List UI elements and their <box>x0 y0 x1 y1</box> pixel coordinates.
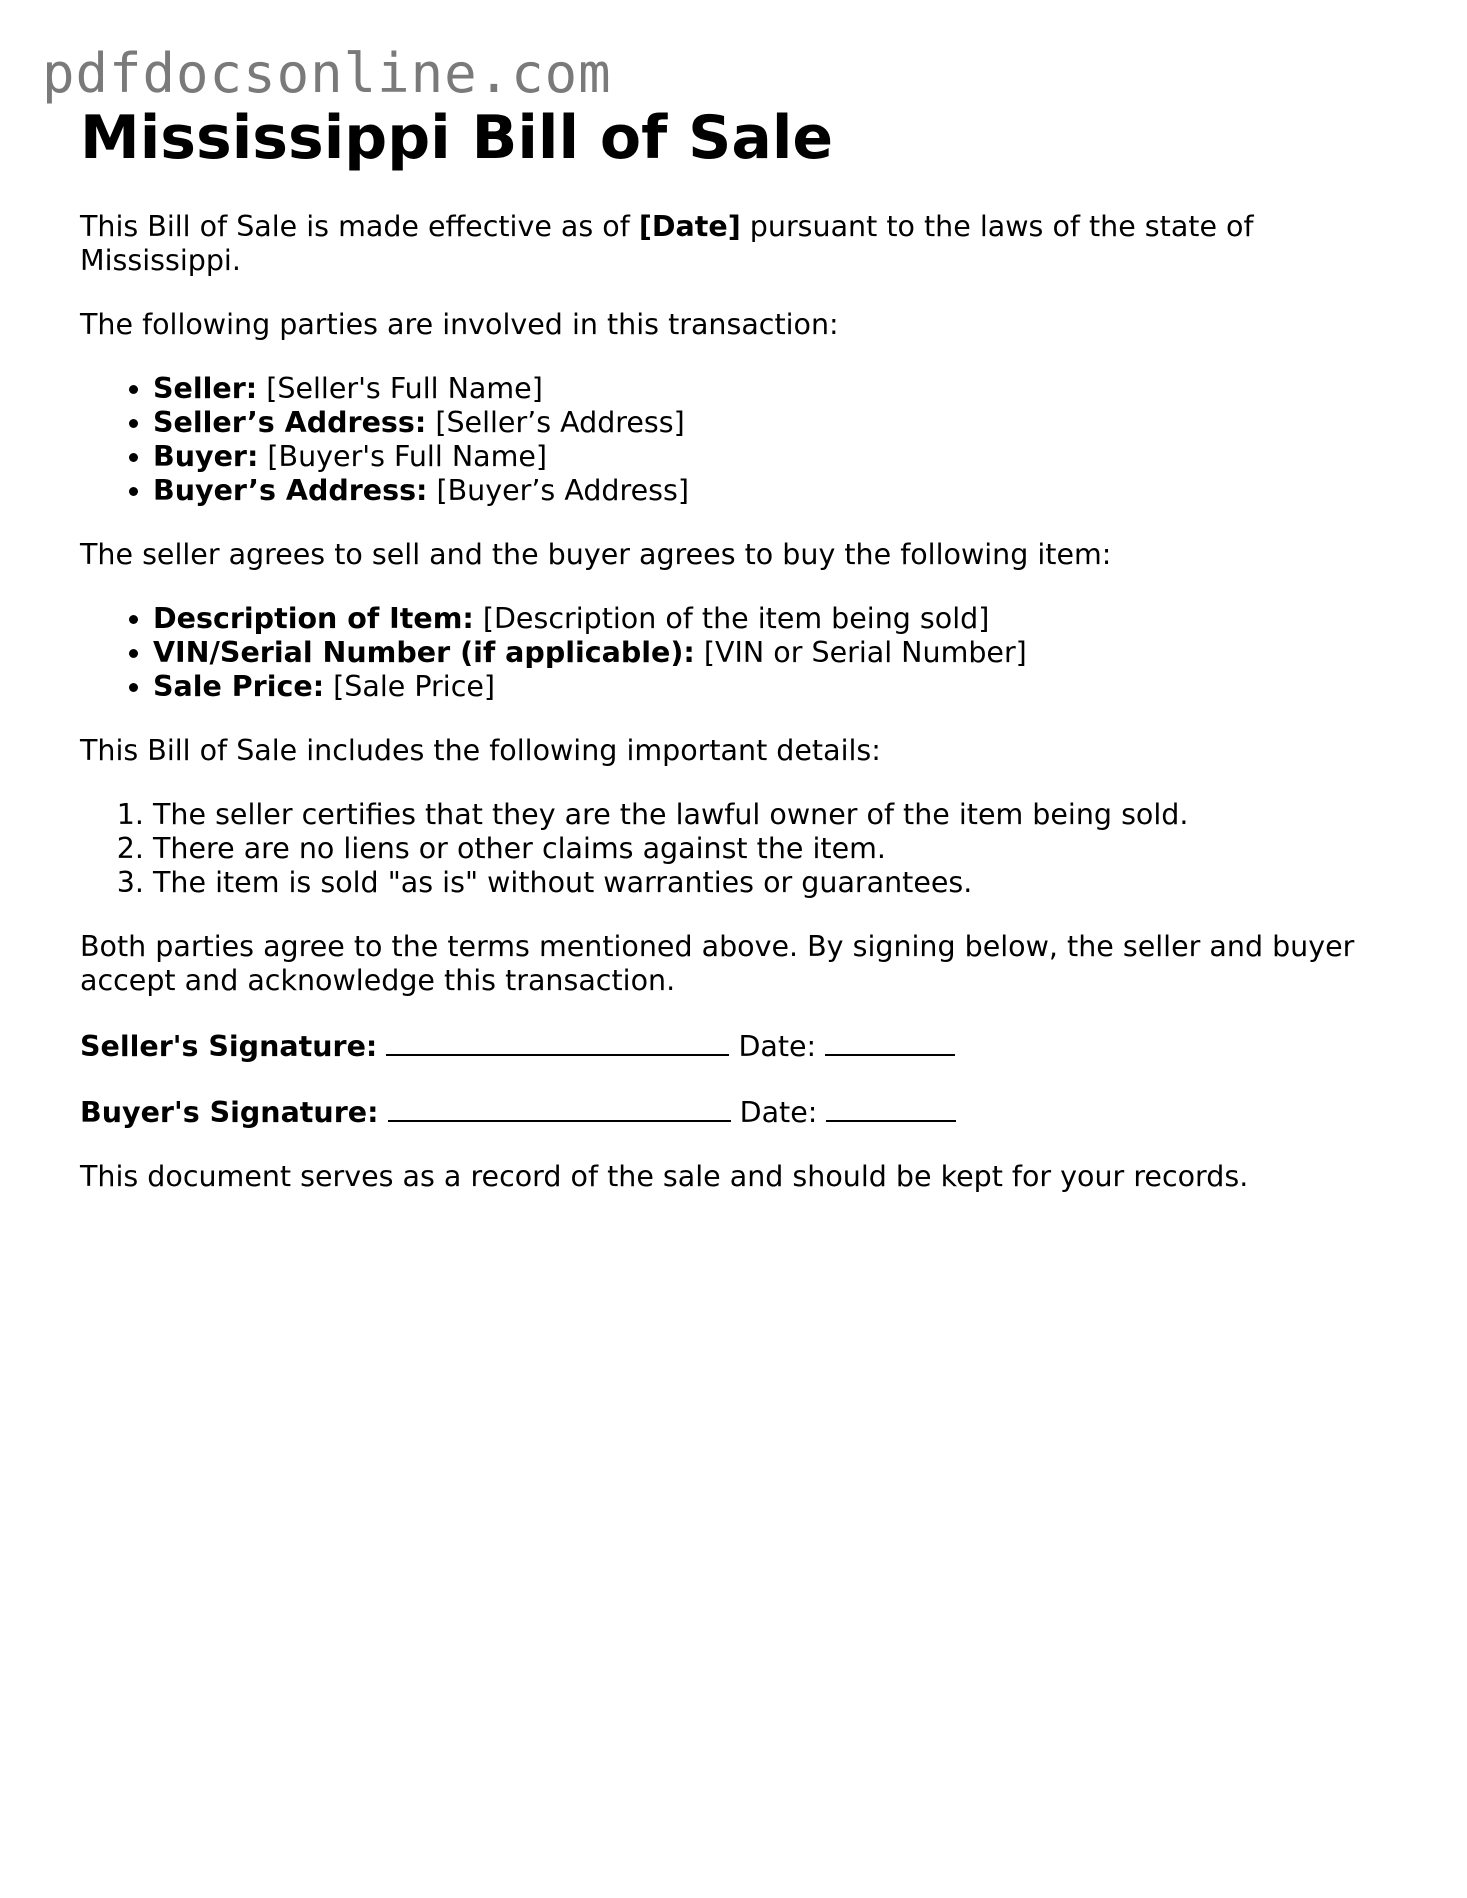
watermark: pdfdocsonline.com <box>42 42 612 105</box>
date-placeholder: [Date] <box>638 210 741 243</box>
item-detail-label: VIN/Serial Number (if applicable): <box>153 636 695 669</box>
buyer-signature-field[interactable] <box>388 1094 731 1122</box>
item-details-list <box>80 602 1400 704</box>
item-detail-value: [Sale Price] <box>324 670 496 703</box>
document-page <box>80 102 1400 1194</box>
party-value: [Seller’s Address] <box>426 406 685 439</box>
buyer-date-label: Date: <box>739 1096 818 1129</box>
item-detail-label: Sale Price: <box>153 670 325 703</box>
document-title: Mississippi Bill of Sale <box>80 103 834 173</box>
seller-signature-label: Seller's Signature: <box>80 1030 378 1063</box>
party-label: Buyer’s Address: <box>153 474 428 507</box>
buyer-signature-line <box>80 1094 1400 1130</box>
buyer-date-field[interactable] <box>826 1094 956 1122</box>
parties-intro: The following parties are involved in this transaction: <box>80 308 839 341</box>
details-list <box>80 798 1400 900</box>
intro-prefix: This Bill of Sale is made effective as of <box>80 210 639 243</box>
party-label: Seller’s Address: <box>153 406 427 439</box>
party-value: [Seller's Full Name] <box>257 372 543 405</box>
party-label: Seller: <box>153 372 258 405</box>
intro-paragraph <box>80 210 1400 278</box>
seller-signature-line <box>80 1028 1400 1064</box>
detail-item: 1. The seller certifies that they are the lawful owner of the item being sold. <box>153 798 1400 832</box>
detail-item: 3. The item is sold "as is" without warranties or guarantees. <box>153 866 1400 900</box>
intro-suffix: pursuant to the laws of the state of Mississippi. <box>80 210 1254 277</box>
party-label: Buyer: <box>153 440 259 473</box>
item-detail-description <box>153 602 1400 636</box>
item-detail-value: [VIN or Serial Number] <box>694 636 1027 669</box>
item-intro: The seller agrees to sell and the buyer agrees to buy the following item: <box>80 538 1112 571</box>
item-detail-label: Description of Item: <box>153 602 474 635</box>
detail-item: 2. There are no liens or other claims against the item. <box>153 832 1400 866</box>
agreement-paragraph: Both parties agree to the terms mentioned above. By signing below, the seller and buyer accept and acknowledge this transaction. <box>80 930 1355 997</box>
closing-paragraph: This document serves as a record of the sale and should be kept for your records. <box>80 1160 1249 1193</box>
parties-list <box>80 372 1400 508</box>
party-item-seller <box>153 372 1400 406</box>
item-detail-price <box>153 670 1400 704</box>
buyer-signature-label: Buyer's Signature: <box>80 1096 379 1129</box>
seller-date-field[interactable] <box>825 1028 955 1056</box>
seller-date-label: Date: <box>738 1030 817 1063</box>
seller-signature-field[interactable] <box>386 1028 729 1056</box>
party-item-buyer <box>153 440 1400 474</box>
party-item-buyer-address <box>153 474 1400 508</box>
party-value: [Buyer’s Address] <box>427 474 689 507</box>
item-detail-vin <box>153 636 1400 670</box>
item-detail-value: [Description of the item being sold] <box>473 602 990 635</box>
details-intro: This Bill of Sale includes the following important details: <box>80 734 881 767</box>
party-value: [Buyer's Full Name] <box>258 440 548 473</box>
party-item-seller-address <box>153 406 1400 440</box>
